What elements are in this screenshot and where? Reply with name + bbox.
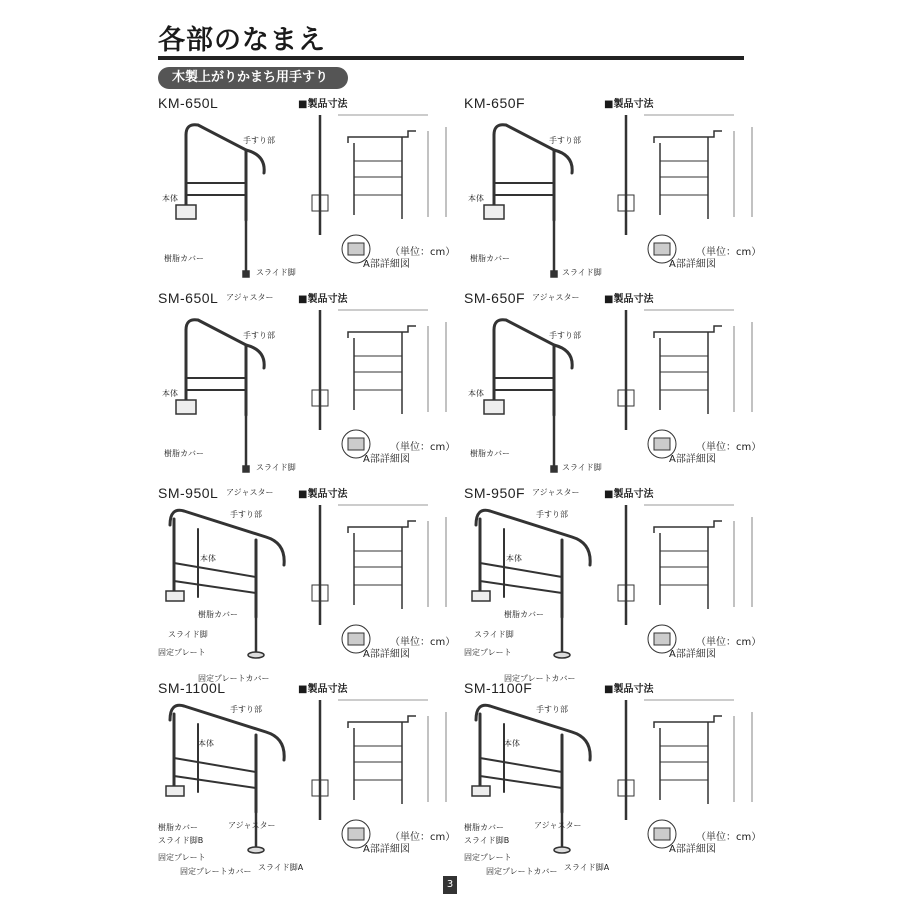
section-badge: 木製上がりかまち用手すり [158,67,348,89]
model-name: SM-650F [464,290,526,306]
part-label: スライド脚 [256,463,296,472]
product-panel [158,680,454,876]
part-label: 本体 [200,554,216,563]
part-label: アジャスター [532,293,580,302]
detail-label: A部詳細図 [669,844,716,855]
detail-label: A部詳細図 [669,454,716,465]
unit-label: （単位：cm） [696,247,762,258]
part-label: 手すり部 [536,705,568,714]
part-label: 樹脂カバー [504,610,544,619]
page-number: 3 [443,876,457,894]
model-name: KM-650L [158,95,219,111]
model-name: SM-950L [158,485,219,501]
part-label: 固定プレート [158,853,206,862]
dimension-drawing [312,700,446,848]
part-label: 手すり部 [243,136,275,145]
part-label: 樹脂カバー [470,254,510,263]
part-label: 本体 [162,194,178,203]
part-label: スライド脚A [564,863,610,872]
part-label: 手すり部 [243,331,275,340]
part-label: 本体 [468,194,484,203]
part-label: 手すり部 [536,510,568,519]
part-label: スライド脚 [256,268,296,277]
unit-label: （単位：cm） [696,637,762,648]
dimension-drawing [618,505,752,653]
detail-label: A部詳細図 [669,259,716,270]
product-panel [464,485,760,681]
dimension-heading: ■製品寸法 [604,684,654,695]
part-label: 固定プレート [464,648,512,657]
part-label: 固定プレート [158,648,206,657]
part-label: 固定プレート [464,853,512,862]
dimension-drawing [312,115,446,263]
part-label: 本体 [468,389,484,398]
detail-label: A部詳細図 [669,649,716,660]
part-label: 手すり部 [230,510,262,519]
part-label: アジャスター [228,821,276,830]
part-label: 固定プレートカバー [198,674,270,683]
part-label: 樹脂カバー [164,254,204,263]
page-title: 各部のなまえ [158,25,326,56]
part-label: 樹脂カバー [470,449,510,458]
part-label: アジャスター [534,821,582,830]
detail-label: A部詳細図 [363,844,410,855]
part-label: 本体 [504,739,520,748]
dimension-drawing [618,700,752,848]
dimension-drawing [618,310,752,458]
dimension-heading: ■製品寸法 [604,489,654,500]
dimension-heading: ■製品寸法 [298,99,348,110]
dimension-heading: ■製品寸法 [298,684,348,695]
part-label: 固定プレートカバー [504,674,576,683]
detail-label: A部詳細図 [363,454,410,465]
model-name: SM-1100L [158,680,226,696]
unit-label: （単位：cm） [696,442,762,453]
part-label: 本体 [506,554,522,563]
part-label: 手すり部 [549,331,581,340]
unit-label: （単位：cm） [390,637,456,648]
dimension-heading: ■製品寸法 [604,294,654,305]
unit-label: （単位：cm） [390,247,456,258]
part-label: スライド脚 [562,268,602,277]
part-label: 本体 [198,739,214,748]
part-label: 樹脂カバー [464,823,504,832]
model-name: SM-1100F [464,680,533,696]
part-label: 手すり部 [230,705,262,714]
part-label: スライド脚B [158,836,204,845]
dimension-heading: ■製品寸法 [604,99,654,110]
product-panel [464,680,760,876]
part-label: 樹脂カバー [198,610,238,619]
unit-label: （単位：cm） [390,832,456,843]
product-panel [158,485,454,681]
part-label: 本体 [162,389,178,398]
unit-label: （単位：cm） [390,442,456,453]
dimension-drawing [618,115,752,263]
dimension-heading: ■製品寸法 [298,489,348,500]
model-name: KM-650F [464,95,526,111]
part-label: スライド脚A [258,863,304,872]
part-label: 樹脂カバー [164,449,204,458]
part-label: 樹脂カバー [158,823,198,832]
unit-label: （単位：cm） [696,832,762,843]
part-label: 手すり部 [549,136,581,145]
part-label: スライド脚B [464,836,510,845]
part-label: スライド脚 [562,463,602,472]
part-label: アジャスター [226,488,274,497]
dimension-heading: ■製品寸法 [298,294,348,305]
part-label: スライド脚 [474,630,514,639]
model-name: SM-950F [464,485,526,501]
model-name: SM-650L [158,290,219,306]
dimension-drawing [312,505,446,653]
part-label: アジャスター [226,293,274,302]
part-label: 固定プレートカバー [486,867,558,876]
detail-label: A部詳細図 [363,649,410,660]
part-label: スライド脚 [168,630,208,639]
part-label: 固定プレートカバー [180,867,252,876]
dimension-drawing [312,310,446,458]
part-label: アジャスター [532,488,580,497]
detail-label: A部詳細図 [363,259,410,270]
title-rule [158,56,744,60]
